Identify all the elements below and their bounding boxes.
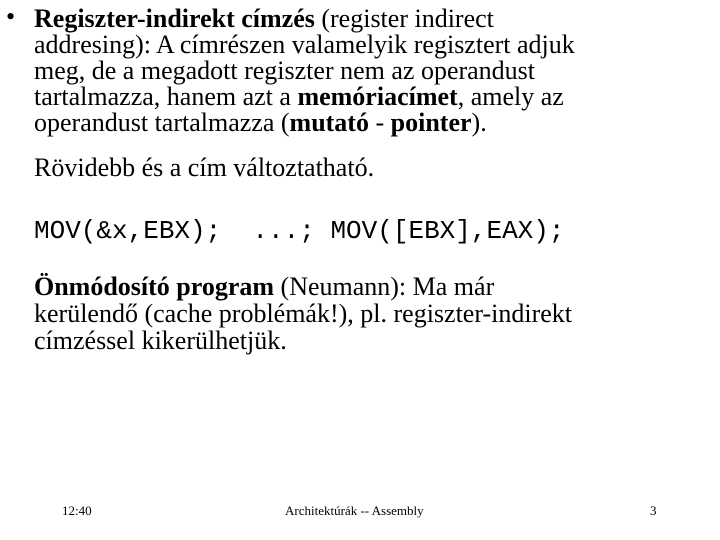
term-register-indirect: Regiszter-indirekt címzés (34, 4, 315, 33)
bullet-marker: • (6, 2, 16, 31)
term-pointer: pointer (390, 108, 472, 137)
definition-line-2: addresing): A címrészen valamelyik regisztert adjuk (34, 30, 575, 59)
definition-line-5 (34, 110, 714, 136)
code-example: MOV(&x,EBX); ...; MOV([EBX],EAX); (34, 216, 565, 246)
definition-line-5-start: operandust tartalmazza ( (34, 108, 290, 137)
definition-line-4-end: , amely az (457, 82, 564, 111)
self-modifying-line-1 (34, 273, 714, 300)
term-self-modifying-program: Önmódosító program (34, 272, 275, 301)
definition-line-5-dash: - (368, 108, 391, 137)
definition-line-4-start: tartalmazza, hanem azt a (34, 82, 298, 111)
definition-line-3: meg, de a megadott regiszter nem az operandust (34, 56, 536, 85)
self-modifying-line-1-rest: (Neumann): Ma már (274, 272, 495, 301)
advantage-note: Rövidebb és a cím változtatható. (34, 153, 375, 182)
term-mutato: mutató (289, 108, 369, 137)
definition-line-5-end: ). (471, 108, 487, 137)
term-memory-address: memóriacímet (297, 82, 458, 111)
footer-title: Architektúrák -- Assembly (285, 503, 424, 518)
self-modifying-line-3: címzéssel kikerülhetjük. (34, 326, 287, 355)
footer-time: 12:40 (62, 503, 92, 518)
definition-line-1-rest: (register indirect (314, 4, 494, 33)
self-modifying-paragraph (34, 273, 714, 354)
definition-line-1 (34, 6, 714, 32)
footer-page-number: 3 (650, 503, 657, 518)
definition-paragraph (34, 6, 714, 136)
self-modifying-line-2: kerülendő (cache problémák!), pl. regiszter-indirekt (34, 299, 573, 328)
definition-line-4 (34, 84, 714, 110)
